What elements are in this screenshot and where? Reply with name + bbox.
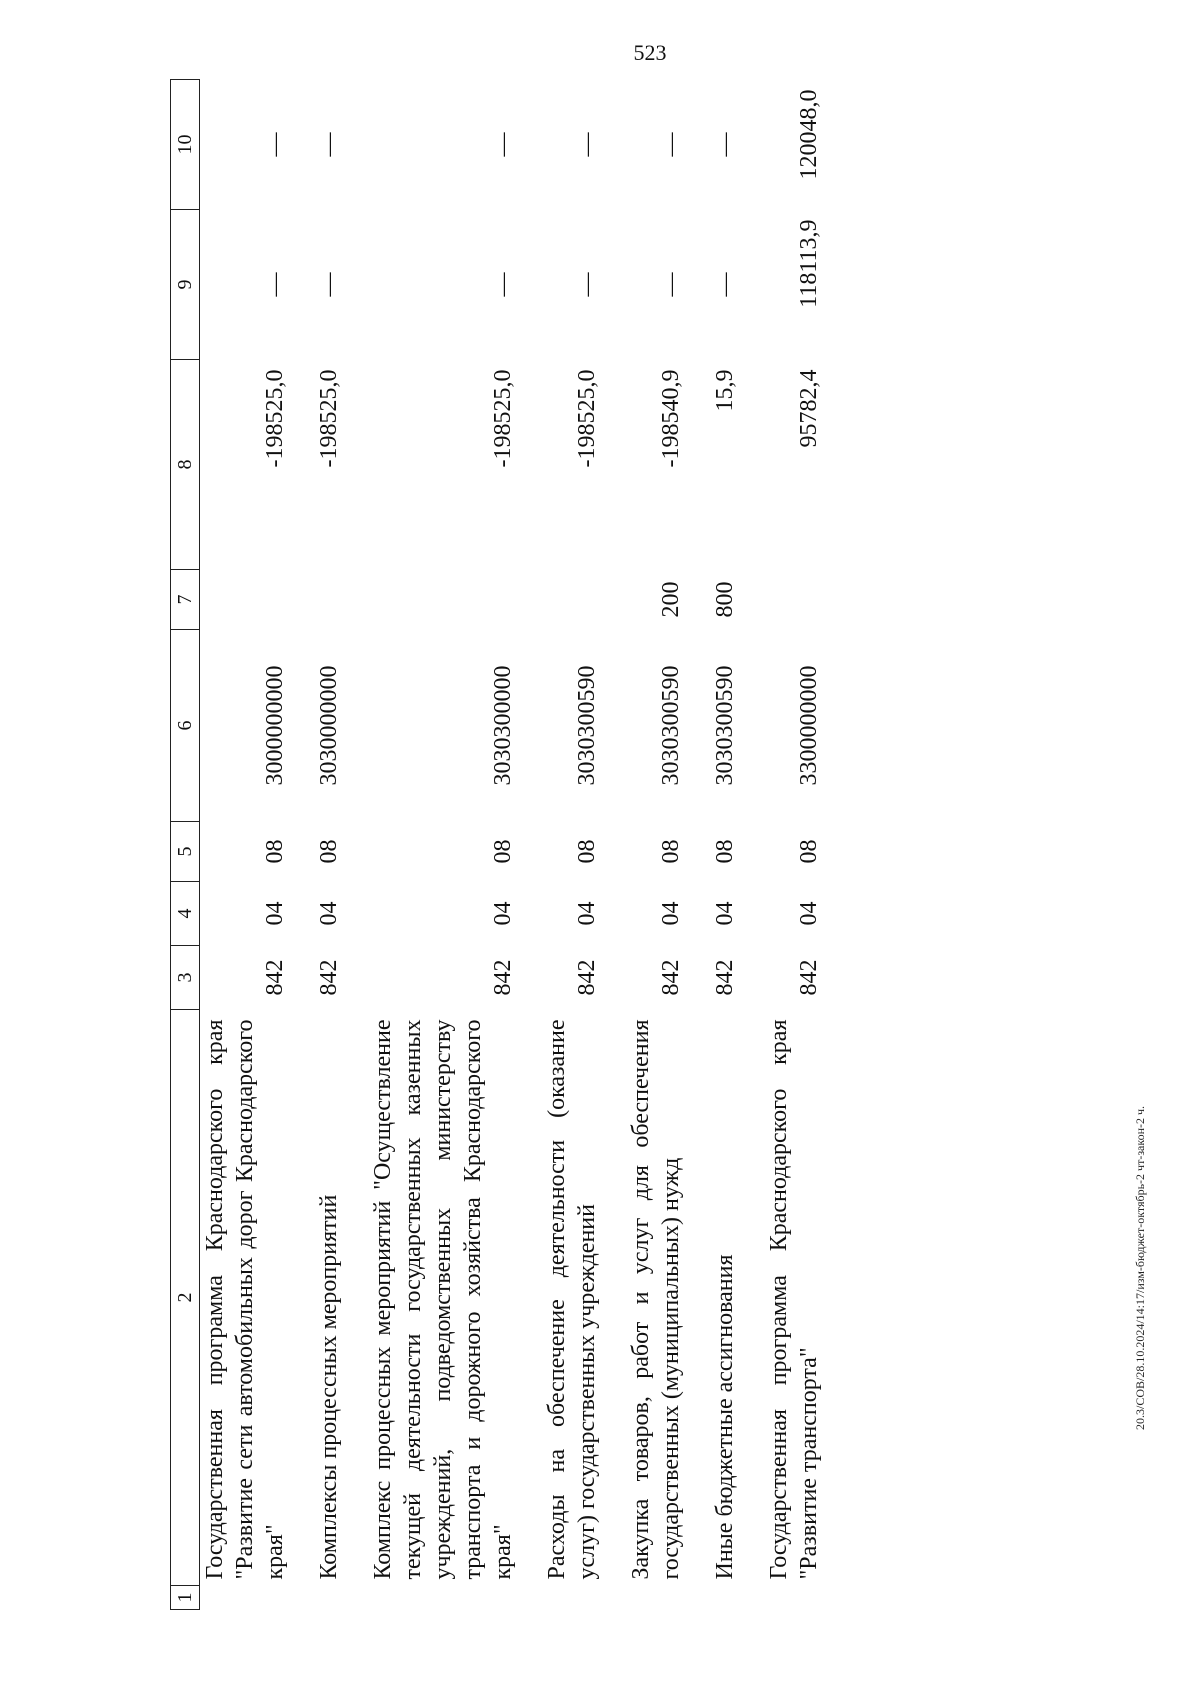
cell-subsection: 08 — [796, 839, 822, 864]
cell-expense-type: 200 — [658, 581, 684, 618]
cell-subsection: 08 — [658, 839, 684, 864]
cell-code: 842 — [658, 959, 684, 996]
cell-target-article: 3030300590 — [712, 665, 738, 786]
cell-code: 842 — [712, 959, 738, 996]
table-row — [314, 80, 344, 1610]
cell-section: 04 — [262, 901, 288, 926]
cell-section: 04 — [796, 901, 822, 926]
cell-amount-2026: — — [490, 132, 516, 157]
row-name: Комплекс процессных мероприятий "Осуществление текущей деятельности государственных казенных учреждений, подведомственных министерству транспорта и дорожного хозяйства Краснодарского края" — [370, 1019, 516, 1580]
cell-target-article: 3030300000 — [490, 665, 516, 786]
cell-code: 842 — [490, 959, 516, 996]
cell-code: 842 — [574, 959, 600, 996]
column-header: 4 — [171, 882, 200, 946]
cell-amount-2026: — — [262, 132, 288, 157]
cell-target-article: 3030300590 — [574, 665, 600, 786]
column-header: 3 — [171, 946, 200, 1010]
cell-subsection: 08 — [490, 839, 516, 864]
table-row — [710, 80, 740, 1610]
cell-section: 04 — [574, 901, 600, 926]
cell-subsection: 08 — [712, 839, 738, 864]
cell-amount-2026: — — [316, 132, 342, 157]
cell-amount-2024: -198525,0 — [490, 369, 516, 468]
cell-amount-2024: -198525,0 — [574, 369, 600, 468]
cell-expense-type — [368, 570, 518, 630]
cell-amount-2025: — — [490, 272, 516, 297]
cell-amount-2024: -198525,0 — [316, 369, 342, 468]
cell-amount-2026: — — [712, 132, 738, 157]
column-header: 2 — [171, 1010, 200, 1586]
row-name: Расходы на обеспечение деятельности (оказание услуг) государственных учреждений — [544, 1019, 600, 1580]
row-name: Государственная программа Краснодарского края "Развитие транспорта" — [766, 1019, 822, 1580]
cell-subsection: 08 — [262, 839, 288, 864]
cell-subsection: 08 — [574, 839, 600, 864]
cell-amount-2025: — — [658, 272, 684, 297]
column-header: 7 — [171, 570, 200, 630]
column-header: 10 — [171, 80, 200, 210]
cell-expense-type: 800 — [712, 581, 738, 618]
cell-amount-2025: — — [262, 272, 288, 297]
cell-amount-2024: -198525,0 — [262, 369, 288, 468]
cell-amount-2026: 120048,0 — [796, 89, 822, 180]
cell-amount-2025: — — [574, 272, 600, 297]
column-header: 1 — [171, 1586, 200, 1610]
cell-amount-2026: — — [574, 132, 600, 157]
cell-amount-2024: -198540,9 — [658, 369, 684, 468]
table-row — [764, 80, 824, 1610]
footer-note: 20.3/СОВ/28.10.2024/14:17/изм-бюджет-октябрь-2 чт-закон-2 ч. — [1133, 1105, 1147, 1430]
cell-expense-type — [764, 570, 824, 630]
table-row — [626, 80, 686, 1610]
cell-section: 04 — [712, 901, 738, 926]
cell-target-article: 3300000000 — [796, 665, 822, 786]
cell-code: 842 — [796, 959, 822, 996]
column-header: 6 — [171, 630, 200, 822]
header-row — [171, 80, 200, 1610]
budget-table — [170, 80, 1070, 1610]
cell-section: 04 — [658, 901, 684, 926]
cell-target-article: 3030300590 — [658, 665, 684, 786]
row-name: Иные бюджетные ассигнования — [712, 1254, 738, 1580]
column-header: 8 — [171, 360, 200, 570]
row-name: Комплексы процессных мероприятий — [316, 1194, 342, 1580]
cell-amount-2024: 15,9 — [712, 369, 738, 412]
page-number: 523 — [633, 40, 667, 65]
cell-target-article: 3030000000 — [316, 665, 342, 786]
cell-amount-2026: — — [658, 132, 684, 157]
cell-amount-2025: — — [316, 272, 342, 297]
column-header: 5 — [171, 822, 200, 882]
cell-target-article: 3000000000 — [262, 665, 288, 786]
row-name: Закупка товаров, работ и услуг для обеспечения государственных (муниципальных) нужд — [628, 1019, 684, 1580]
cell-expense-type — [542, 570, 602, 630]
cell-section: 04 — [316, 901, 342, 926]
table-row — [542, 80, 602, 1610]
cell-amount-2025: 118113,9 — [796, 219, 822, 308]
column-header: 9 — [171, 210, 200, 360]
cell-section: 04 — [490, 901, 516, 926]
row-name: Государственная программа Краснодарского края "Развитие сети автомобильных дорог Краснодарского края" — [202, 1019, 288, 1580]
cell-amount-2025: — — [712, 272, 738, 297]
cell-subsection: 08 — [316, 839, 342, 864]
cell-expense-type — [200, 570, 291, 630]
table-row — [368, 80, 518, 1610]
table-row — [200, 80, 291, 1610]
cell-expense-type — [314, 570, 344, 630]
cell-amount-2024: 95782,4 — [796, 369, 822, 448]
cell-code: 842 — [316, 959, 342, 996]
cell-code: 842 — [262, 959, 288, 996]
